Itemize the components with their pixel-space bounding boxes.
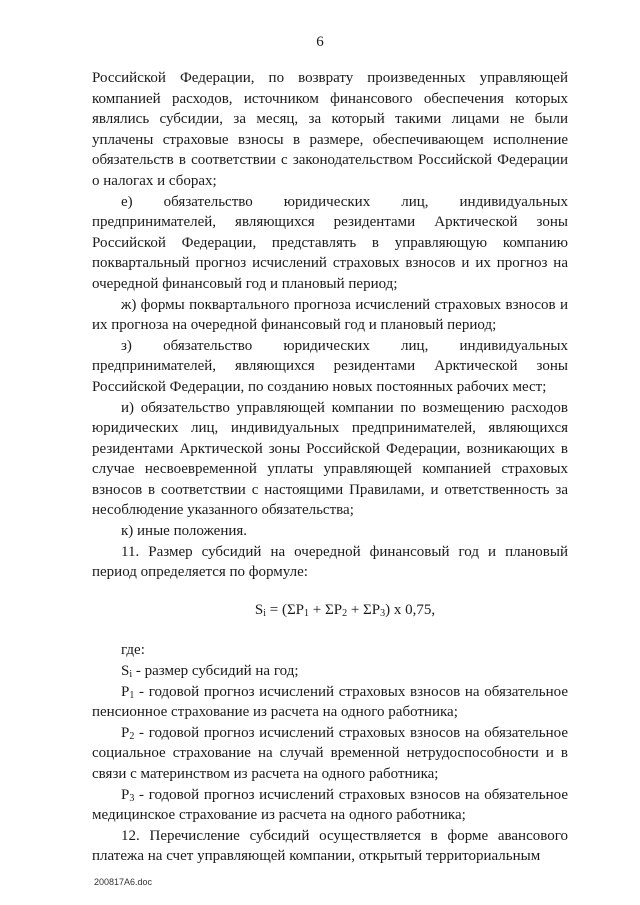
definition-p3: $P_3$ - годовой прогноз исчислений страховых взносов на обязательное медицинское страхование из расчета на одного работника; bbox=[92, 786, 568, 824]
paragraph-item-zh: ж) формы поквартального прогноза исчислений страховых взносов и их прогноза на очередной финансовый год и плановый период; bbox=[92, 296, 568, 334]
document-body bbox=[92, 68, 568, 867]
paragraph-continuation: Российской Федерации, по возврату произведенных управляющей компанией расходов, источником финансового обеспечения которых являлись субсидии, за месяц, за который такими лицами не были уплачены страховые взносы в размере, обеспечивающем исполнение обязательств в соответствии с законодательством Российской Федерации о налогах и сборах; bbox=[92, 70, 568, 189]
document-footer-filename: 200817А6.doc bbox=[94, 877, 153, 887]
definition-si: $S_i$ - размер субсидий на год; bbox=[121, 663, 299, 681]
paragraph-item-i: и) обязательство управляющей компании по возмещению расходов юридических лиц, индивидуальных предпринимателей, являющихся резидентами Арктической зоны Российской Федерации, возникающих в случае несвоевременной уплаты управляющей компанией страховых взносов в соответствии с настоящими Правилами, и ответственность за несоблюдение указанного обязательства; bbox=[92, 399, 568, 519]
definition-p2: $P_2$ - годовой прогноз исчислений страховых взносов на обязательное социальное страхование на случай временной нетрудоспособности и в связи с материнством из расчета на одного работника; bbox=[92, 724, 568, 782]
where-label: где: bbox=[121, 642, 145, 659]
page-number: 6 bbox=[316, 34, 324, 50]
paragraph-section-12: 12. Перечисление субсидий осуществляется в форме авансового платежа на счет управляющей компании, открытый территориальным bbox=[92, 827, 568, 865]
paragraph-item-e: е) обязательство юридических лиц, индивидуальных предпринимателей, являющихся резидентами Арктической зоны Российской Федерации, представлять в управляющую компанию поквартальный прогноз исчислений страховых взносов и их прогноз на очередной финансовый год и плановый период; bbox=[92, 193, 568, 292]
definition-p1: $P_1$ - годовой прогноз исчислений страховых взносов на обязательное пенсионное страхование из расчета на одного работника; bbox=[92, 683, 568, 721]
subsidy-formula: $S_i = (\Sigma P_1 + \Sigma P_2 + \Sigma P_3)$ x 0,75, bbox=[254, 601, 436, 619]
paragraph-section-11: 11. Размер субсидий на очередной финансовый год и плановый период определяется по формуле: bbox=[92, 543, 568, 581]
paragraph-item-z: з) обязательство юридических лиц, индивидуальных предпринимателей, являющихся резидентами Арктической зоны Российской Федерации, по созданию новых постоянных рабочих мест; bbox=[92, 337, 568, 395]
paragraph-item-k: к) иные положения. bbox=[121, 523, 248, 540]
